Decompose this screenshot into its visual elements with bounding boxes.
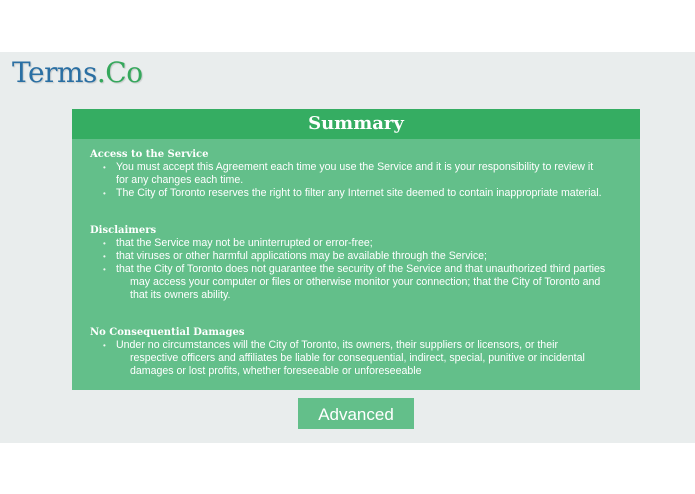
logo-suffix: Co: [105, 56, 143, 89]
list-item-text: that the Service may not be uninterrupted or error-free;: [116, 237, 373, 249]
list-item-text: Under no circumstances will the City of Toronto, its owners, their suppliers or licensors, or their: [116, 339, 558, 351]
section-disclaimers: [90, 224, 622, 302]
list-item-text: You must accept this Agreement each time you use the Service and it is your responsibility to review it: [116, 161, 594, 173]
list-item: [116, 339, 622, 378]
list-item: [116, 250, 622, 263]
section-access: [90, 148, 622, 200]
list-item-text: The City of Toronto reserves the right to filter any Internet site deemed to contain inappropriate material.: [116, 187, 602, 199]
list-item-text-cont: for any changes each time.: [116, 174, 244, 186]
advanced-button[interactable]: Advanced: [298, 398, 414, 429]
panel-body: [72, 139, 640, 378]
list-item: [116, 161, 622, 187]
list-item-text: that viruses or other harmful applications may be available through the Service;: [116, 250, 487, 262]
logo-main: Terms: [12, 56, 97, 89]
section-title: Access to the Service: [90, 149, 209, 160]
section-no-consequential-damages: [90, 326, 622, 378]
list-item: [116, 263, 622, 302]
list-item-text: that the City of Toronto does not guarantee the security of the Service and that unauthorized third parties: [116, 263, 606, 275]
list-item: [116, 187, 622, 200]
summary-panel: [72, 109, 640, 390]
logo[interactable]: [12, 56, 143, 89]
list-item-text-cont: respective officers and affiliates be liable for consequential, indirect, special, punitive or incidental: [130, 352, 585, 364]
panel-title: Summary: [72, 109, 640, 139]
bullet-list: [90, 339, 622, 378]
bullet-list: [90, 237, 622, 302]
section-title: No Consequential Damages: [90, 327, 245, 338]
list-item-text-cont: may access your computer or files or otherwise monitor your connection; that the City of Toronto and: [130, 276, 601, 288]
list-item-text-cont: damages or lost profits, whether foreseeable or unforeseeable: [130, 365, 422, 377]
list-item: [116, 237, 622, 250]
list-item-text-cont: that its owners ability.: [130, 289, 231, 301]
section-title: Disclaimers: [90, 225, 157, 236]
logo-dot: .: [96, 56, 106, 89]
bullet-list: [90, 161, 622, 200]
